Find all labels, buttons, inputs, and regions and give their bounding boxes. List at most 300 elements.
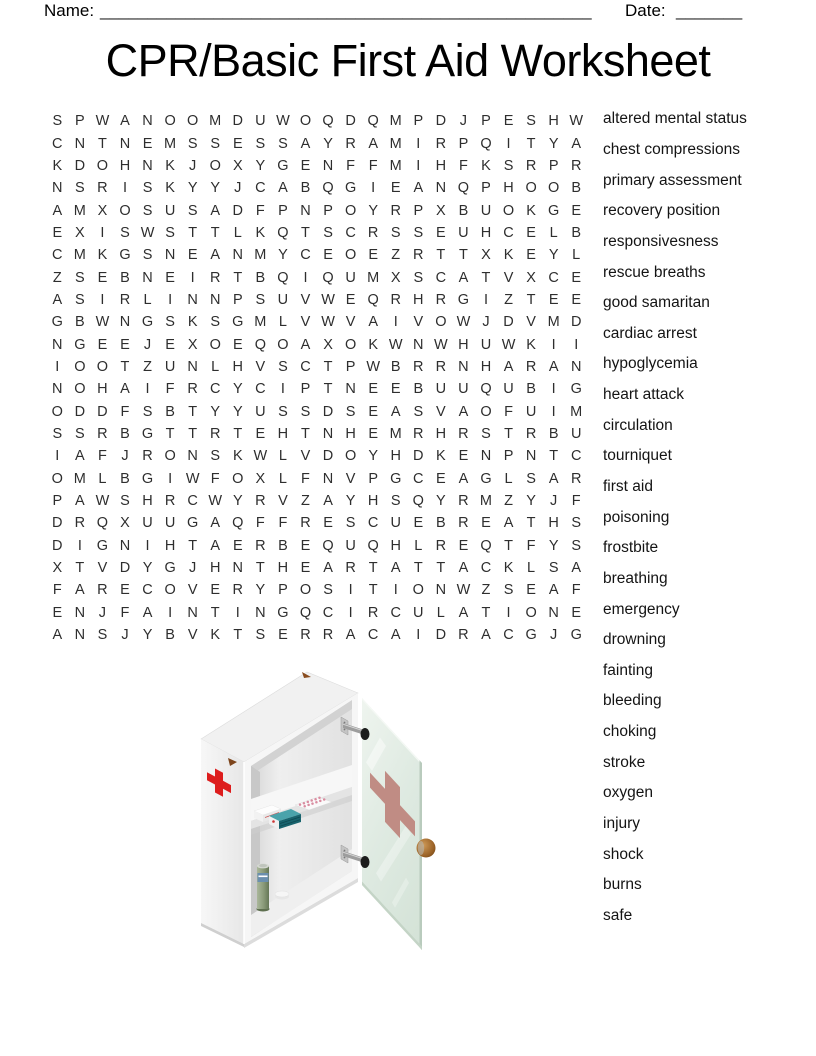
grid-letter: T (504, 537, 513, 554)
grid-letter: Y (548, 135, 559, 152)
date-label: Date: (625, 1, 666, 20)
grid-letter: W (140, 224, 155, 241)
grid-letter: N (209, 291, 221, 308)
grid-letter: T (368, 582, 378, 599)
grid-letter: M (209, 113, 222, 130)
grid-row (46, 512, 588, 534)
grid-letter: T (188, 425, 198, 442)
grid-letter: R (367, 224, 379, 241)
grid-letter: A (75, 582, 85, 599)
grid-letter: H (97, 381, 108, 398)
grid-letter: A (210, 202, 221, 219)
grid-letter: O (209, 157, 221, 174)
grid-letter: K (52, 157, 63, 174)
grid-letter: C (413, 470, 424, 487)
grid-letter: H (435, 425, 447, 442)
grid-row (46, 177, 588, 199)
grid-letter: Q (480, 381, 492, 398)
grid-letter: T (188, 537, 198, 554)
grid-letter: B (120, 470, 130, 487)
grid-letter: C (345, 224, 356, 241)
grid-letter: N (435, 180, 447, 197)
grid-row (46, 199, 588, 221)
grid-letter: T (549, 448, 559, 465)
grid-letter: N (74, 604, 86, 621)
grid-letter: B (571, 224, 582, 241)
grid-letter: R (345, 135, 356, 152)
grid-letter: I (506, 135, 511, 152)
grid-letter: R (525, 358, 537, 375)
grid-letter: N (119, 537, 131, 554)
grid-letter: L (143, 291, 152, 308)
grid-letter: U (345, 269, 356, 286)
grid-letter: V (436, 403, 446, 420)
grid-letter: N (142, 113, 153, 130)
grid-letter: G (96, 537, 109, 554)
grid-letter: N (232, 247, 244, 264)
grid-letter: E (481, 515, 491, 532)
grid-letter: P (481, 113, 491, 130)
grid-letter: A (481, 627, 491, 644)
grid-letter: C (52, 247, 63, 264)
grid-letter: A (548, 358, 559, 375)
grid-letter: I (348, 604, 353, 621)
grid-letter: I (416, 627, 421, 644)
grid-letter: G (164, 560, 176, 577)
grid-letter: R (322, 627, 334, 644)
grid-letter: X (75, 224, 85, 241)
grid-letter: Y (210, 403, 221, 420)
grid-letter: S (120, 224, 130, 241)
grid-letter: A (503, 358, 514, 375)
grid-letter: E (300, 560, 311, 577)
grid-letter: F (346, 157, 356, 174)
grid-letter: X (390, 269, 401, 286)
grid-letter: E (368, 425, 378, 442)
grid-letter: U (164, 358, 176, 375)
grid-letter: Z (391, 247, 401, 264)
grid-letter: S (345, 403, 356, 420)
grid-letter: Y (436, 493, 446, 510)
grid-letter: N (187, 358, 198, 375)
grid-letter: W (253, 448, 268, 465)
grid-letter: B (255, 269, 266, 286)
grid-letter: Y (255, 582, 266, 599)
word-list-item: fainting (603, 661, 653, 679)
grid-row (46, 333, 588, 355)
grid-letter: H (548, 113, 559, 130)
grid-letter: E (458, 537, 469, 554)
grid-letter: S (52, 425, 63, 442)
grid-letter: S (481, 425, 491, 442)
grid-letter: P (323, 202, 333, 219)
word-list-item: heart attack (603, 386, 684, 404)
grid-letter: X (52, 560, 63, 577)
grid-letter: R (413, 247, 424, 264)
grid-letter: H (503, 180, 514, 197)
grid-letter: I (168, 604, 173, 621)
grid-letter: O (96, 157, 109, 174)
grid-row (46, 423, 588, 445)
grid-letter: R (435, 291, 447, 308)
grid-letter: I (483, 291, 488, 308)
grid-letter: Y (278, 247, 288, 264)
grid-letter: V (413, 314, 424, 331)
grid-letter: F (165, 381, 175, 398)
grid-letter: U (480, 202, 492, 219)
grid-letter: R (390, 202, 401, 219)
grid-letter: I (168, 470, 173, 487)
grid-letter: Y (232, 403, 243, 420)
grid-letter: G (141, 314, 154, 331)
grid-letter: D (74, 403, 86, 420)
grid-letter: X (187, 336, 198, 353)
grid-letter: S (323, 582, 333, 599)
grid-letter: O (344, 448, 357, 465)
grid-letter: R (142, 448, 153, 465)
grid-letter: Z (143, 358, 152, 375)
grid-letter: F (571, 493, 581, 510)
grid-letter: E (232, 336, 243, 353)
grid-letter: A (120, 113, 130, 130)
grid-letter: E (323, 515, 333, 532)
grid-letter: A (278, 180, 288, 197)
word-list-item: injury (603, 815, 641, 833)
grid-letter: W (434, 336, 448, 353)
grid-letter: O (525, 180, 537, 197)
grid-letter: E (503, 113, 514, 130)
grid-letter: A (390, 403, 401, 420)
grid-letter: X (526, 269, 536, 286)
grid-letter: K (97, 247, 108, 264)
grid-letter: G (277, 604, 289, 621)
grid-letter: I (122, 180, 127, 197)
grid-letter: N (435, 582, 447, 599)
grid-letter: K (210, 627, 221, 644)
grid-letter: M (164, 135, 177, 152)
grid-letter: E (526, 247, 536, 264)
grid-letter: W (501, 336, 516, 353)
grid-letter: H (209, 560, 221, 577)
grid-letter: Y (345, 493, 356, 510)
grid-letter: C (300, 358, 311, 375)
grid-letter: Y (323, 135, 333, 152)
grid-letter: W (95, 314, 110, 331)
grid-letter: U (255, 113, 266, 130)
grid-letter: Q (254, 336, 266, 353)
grid-letter: N (142, 269, 153, 286)
grid-letter: I (100, 224, 105, 241)
grid-letter: T (481, 269, 491, 286)
grid-letter: D (570, 314, 582, 331)
grid-letter: L (278, 448, 287, 465)
grid-letter: R (255, 537, 266, 554)
grid-letter: A (52, 291, 63, 308)
grid-letter: E (571, 269, 582, 286)
grid-letter: O (435, 314, 447, 331)
grid-letter: L (278, 314, 287, 331)
grid-letter: B (120, 425, 130, 442)
grid-letter: B (120, 269, 130, 286)
grid-letter: B (571, 180, 582, 197)
grid-letter: W (456, 314, 471, 331)
grid-letter: S (210, 135, 221, 152)
grid-letter: H (142, 493, 153, 510)
grid-row (46, 445, 588, 467)
grid-letter: P (345, 358, 356, 375)
word-list-item: frostbite (603, 539, 659, 557)
grid-letter: T (526, 515, 536, 532)
grid-letter: M (73, 470, 86, 487)
grid-letter: O (480, 403, 492, 420)
grid-letter: S (187, 202, 198, 219)
grid-letter: E (210, 582, 221, 599)
grid-letter: E (368, 247, 378, 264)
grid-letter: R (255, 493, 266, 510)
grid-letter: S (300, 403, 311, 420)
grid-letter: P (458, 135, 469, 152)
grid-letter: E (390, 180, 401, 197)
grid-letter: S (255, 627, 266, 644)
grid-letter: C (480, 560, 492, 577)
grid-letter: U (277, 291, 289, 308)
word-list (603, 104, 747, 931)
grid-letter: W (321, 314, 335, 331)
grid-letter: G (457, 291, 470, 308)
grid-letter: K (526, 336, 536, 353)
grid-letter: O (525, 604, 537, 621)
grid-letter: N (458, 358, 469, 375)
grid-letter: F (301, 470, 310, 487)
grid-letter: C (503, 224, 514, 241)
grid-letter: N (119, 314, 131, 331)
grid-letter: I (77, 537, 82, 554)
grid-letter: Y (187, 180, 198, 197)
grid-letter: N (548, 604, 559, 621)
grid-letter: P (278, 582, 288, 599)
grid-letter: D (232, 113, 244, 130)
grid-letter: R (164, 493, 176, 510)
grid-row (46, 155, 588, 177)
grid-letter: A (390, 560, 401, 577)
grid-letter: N (232, 560, 244, 577)
grid-letter: J (189, 560, 197, 577)
grid-letter: I (168, 291, 173, 308)
grid-letter: E (232, 135, 243, 152)
grid-letter: Q (480, 537, 492, 554)
grid-letter: S (255, 291, 266, 308)
grid-letter: Q (367, 291, 379, 308)
grid-letter: B (436, 515, 446, 532)
grid-letter: M (367, 269, 380, 286)
grid-letter: U (345, 537, 356, 554)
grid-letter: C (322, 604, 334, 621)
grid-letter: E (278, 627, 288, 644)
grid-letter: C (209, 381, 221, 398)
grid-letter: I (574, 336, 579, 353)
grid-letter: T (301, 224, 310, 241)
grid-letter: J (550, 627, 558, 644)
grid-letter: U (525, 403, 537, 420)
grid-letter: Q (96, 515, 109, 532)
grid-letter: U (570, 425, 582, 442)
grid-letter: W (185, 470, 200, 487)
grid-letter: F (120, 403, 130, 420)
grid-letter: L (436, 604, 445, 621)
word-list-item: first aid (603, 478, 653, 495)
name-label: Name: (44, 1, 95, 20)
grid-letter: O (119, 202, 131, 219)
grid-letter: I (393, 314, 398, 331)
grid-letter: K (165, 180, 175, 197)
grid-letter: E (390, 381, 401, 398)
grid-letter: E (232, 537, 243, 554)
grid-letter: T (526, 291, 536, 308)
grid-letter: V (300, 314, 311, 331)
grid-letter: X (120, 515, 130, 532)
word-list-item: drowning (603, 631, 666, 649)
grid-letter: E (413, 515, 424, 532)
grid-letter: R (97, 582, 108, 599)
grid-letter: P (368, 470, 378, 487)
grid-letter: L (278, 470, 287, 487)
grid-letter: L (527, 560, 536, 577)
grid-letter: E (571, 291, 582, 308)
grid-letter: N (74, 135, 86, 152)
grid-letter: C (300, 247, 311, 264)
grid-letter: A (52, 627, 63, 644)
grid-letter: M (389, 135, 402, 152)
grid-letter: S (323, 224, 333, 241)
grid-letter: W (366, 358, 380, 375)
grid-letter: Z (301, 493, 310, 510)
grid-letter: V (503, 269, 514, 286)
grid-letter: M (389, 157, 402, 174)
grid-letter: A (571, 560, 582, 577)
grid-letter: A (390, 627, 401, 644)
grid-row (46, 490, 588, 512)
grid-letter: H (345, 425, 356, 442)
grid-letter: H (277, 560, 289, 577)
grid-letter: R (300, 515, 311, 532)
grid-letter: T (165, 425, 175, 442)
grid-letter: S (165, 224, 175, 241)
grid-letter: B (526, 381, 536, 398)
grid-letter: Q (322, 537, 334, 554)
grid-letter: V (526, 314, 536, 331)
grid-letter: G (525, 627, 537, 644)
grid-letter: U (480, 336, 492, 353)
grid-letter: N (74, 627, 86, 644)
grid-letter: B (458, 202, 469, 219)
date-line: _______ (676, 1, 743, 20)
grid-letter: Y (210, 180, 221, 197)
grid-letter: O (299, 582, 312, 599)
grid-letter: B (75, 314, 85, 331)
grid-letter: L (549, 224, 558, 241)
grid-letter: Y (232, 493, 243, 510)
grid-letter: H (458, 336, 469, 353)
grid-letter: J (234, 180, 242, 197)
grid-letter: Y (232, 381, 243, 398)
grid-letter: S (52, 113, 63, 130)
grid-letter: H (164, 537, 176, 554)
grid-letter: J (459, 113, 468, 130)
grid-letter: G (570, 627, 582, 644)
grid-letter: S (413, 224, 424, 241)
grid-letter: J (121, 627, 129, 644)
grid-letter: G (277, 157, 289, 174)
grid-letter: U (458, 224, 469, 241)
grid-letter: T (97, 135, 107, 152)
grid-row (46, 378, 588, 400)
grid-letter: Y (548, 247, 559, 264)
grid-letter: V (345, 314, 356, 331)
door-knob (417, 839, 436, 858)
grid-letter: D (97, 403, 108, 420)
grid-letter: R (435, 537, 447, 554)
grid-letter: P (300, 381, 311, 398)
grid-letter: J (550, 493, 558, 510)
grid-letter: R (345, 560, 356, 577)
grid-letter: N (480, 448, 492, 465)
word-list-item: safe (603, 906, 633, 924)
grid-letter: O (344, 202, 357, 219)
grid-letter: E (345, 291, 356, 308)
grid-letter: E (120, 336, 130, 353)
grid-letter: M (254, 247, 267, 264)
page-title: CPR/Basic First Aid Worksheet (105, 35, 711, 86)
grid-letter: F (458, 157, 468, 174)
word-list-item: oxygen (603, 784, 653, 802)
grid-letter: E (97, 336, 108, 353)
grid-letter: W (388, 336, 403, 353)
grid-letter: F (97, 448, 107, 465)
grid-letter: X (97, 202, 108, 219)
grid-letter: D (322, 448, 334, 465)
grid-letter: C (187, 493, 198, 510)
grid-letter: A (548, 470, 559, 487)
grid-letter: F (368, 157, 378, 174)
grid-letter: R (458, 493, 469, 510)
grid-letter: E (165, 336, 175, 353)
grid-letter: D (322, 403, 334, 420)
grid-letter: S (165, 314, 175, 331)
grid-letter: F (504, 403, 513, 420)
grid-letter: G (232, 314, 244, 331)
grid-letter: X (232, 157, 243, 174)
grid-letter: I (55, 448, 60, 465)
grid-letter: D (52, 515, 63, 532)
word-list-item: chest compressions (603, 140, 740, 158)
first-aid-cabinet-illustration (185, 665, 445, 965)
grid-letter: A (323, 560, 333, 577)
grid-letter: T (323, 381, 333, 398)
grid-row (46, 289, 588, 311)
grid-letter: Q (277, 269, 289, 286)
grid-letter: O (502, 202, 515, 219)
grid-letter: H (548, 515, 559, 532)
grid-letter: R (97, 425, 108, 442)
grid-letter: S (503, 582, 514, 599)
grid-letter: Q (299, 604, 312, 621)
grid-letter: V (300, 291, 311, 308)
grid-letter: H (480, 224, 492, 241)
grid-letter: A (458, 470, 469, 487)
grid-letter: S (571, 537, 582, 554)
grid-row (46, 311, 588, 333)
grid-letter: E (571, 604, 582, 621)
